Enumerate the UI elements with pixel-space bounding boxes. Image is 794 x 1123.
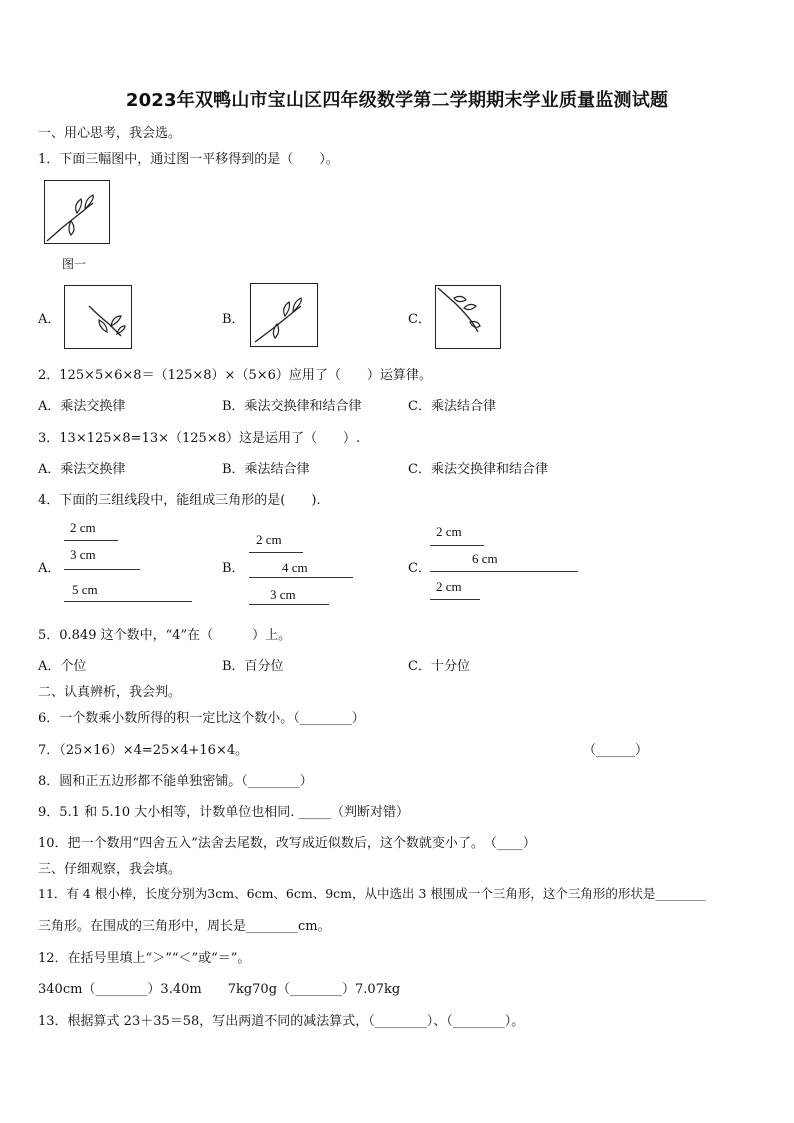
q4-a-segment-1-label: 2 cm: [70, 520, 96, 535]
q5-option-b[interactable]: B．百分位: [222, 659, 284, 674]
q4-b-segment-1-label: 2 cm: [256, 532, 282, 547]
question-11-line-2: 三角形。在围成的三角形中，周长是________cm。: [38, 919, 331, 934]
q3-option-b[interactable]: B．乘法结合律: [222, 462, 310, 477]
question-9-stem: 9．5.1 和 5.10 大小相等，计数单位也相同. _____（判断对错）: [38, 805, 410, 820]
q4-option-b-label[interactable]: B．: [222, 561, 245, 576]
question-12-stem: 12．在括号里填上“＞”“＜”或“＝”。: [38, 951, 251, 966]
question-12-items: 340cm（________）3.40m 7kg70g（________）7.07kg: [38, 982, 401, 997]
question-11-line-1: 11．有 4 根小棒，长度分别为3cm、6cm、6cm、9cm，从中选出 3 根围成一个三角形，这个三角形的形状是________: [38, 886, 706, 901]
page-title: 2023年双鸭山市宝山区四年级数学第二学期期末学业质量监测试题: [125, 90, 669, 111]
q2-option-a[interactable]: A．乘法交换律: [38, 399, 126, 414]
q1-option-c-label[interactable]: C．: [408, 312, 431, 327]
q2-option-c[interactable]: C．乘法结合律: [408, 399, 496, 414]
question-10-stem: 10．把一个数用“四舍五入”法舍去尾数，改写成近似数后，这个数就变小了。 （____）: [38, 836, 536, 851]
question-1-stem: 1．下面三幅图中，通过图一平移得到的是（ ）。: [38, 152, 339, 167]
q4-option-a-label[interactable]: A．: [38, 561, 61, 576]
question-5-stem: 5．0.849 这个数中，“4”在（ ）上。: [38, 628, 292, 643]
q4-option-c-label[interactable]: C．: [408, 561, 431, 576]
q4-a-segment-1: [64, 540, 118, 541]
question-3-stem: 3．13×125×8=13×（125×8）这是运用了（ ）.: [38, 431, 361, 446]
figure-1-image: [44, 180, 110, 244]
q4-b-segment-2-label: 4 cm: [282, 560, 308, 575]
q4-c-segment-1: [430, 545, 484, 546]
q4-c-segment-3-label: 2 cm: [436, 579, 462, 594]
q1-option-b-figure[interactable]: [250, 283, 318, 347]
question-7-answer-blank[interactable]: （______）: [583, 743, 649, 758]
q3-option-a[interactable]: A．乘法交换律: [38, 462, 126, 477]
question-13-stem: 13．根据算式 23＋35＝58，写出两道不同的减法算式，（________）、（________）。: [38, 1014, 525, 1029]
section-heading-3: 三、仔细观察，我会填。: [38, 862, 182, 877]
q4-b-segment-2: [249, 577, 353, 578]
q1-option-b-label[interactable]: B．: [222, 312, 245, 327]
question-6-stem: 6．一个数乘小数所得的积一定比这个数小。（________）: [38, 711, 365, 726]
q3-option-c[interactable]: C．乘法交换律和结合律: [408, 462, 548, 477]
q1-option-c-figure[interactable]: [435, 285, 501, 349]
q4-a-segment-3-label: 5 cm: [72, 582, 98, 597]
q5-option-a[interactable]: A．个位: [38, 659, 87, 674]
section-heading-1: 一、用心思考，我会选。: [38, 126, 182, 141]
q4-b-segment-3: [249, 604, 329, 605]
question-7-stem: 7．（25×16）×4=25×4+16×4。: [38, 743, 249, 758]
question-8-stem: 8．圆和正五边形都不能单独密铺。（________）: [38, 774, 313, 789]
question-2-stem: 2．125×5×6×8＝（125×8）×（5×6）应用了（ ）运算律。: [38, 368, 432, 383]
section-heading-2: 二、认真辨析，我会判。: [38, 685, 182, 700]
q4-c-segment-3: [430, 599, 480, 600]
q4-b-segment-1: [249, 552, 303, 553]
q1-option-a-label[interactable]: A．: [38, 312, 61, 327]
q5-option-c[interactable]: C．十分位: [408, 659, 470, 674]
q4-a-segment-3: [64, 601, 192, 602]
q4-c-segment-2: [430, 571, 578, 572]
q4-a-segment-2-label: 3 cm: [70, 547, 96, 562]
q4-c-segment-1-label: 2 cm: [436, 524, 462, 539]
figure-1-label: 图一: [62, 257, 87, 271]
q4-b-segment-3-label: 3 cm: [270, 587, 296, 602]
q4-a-segment-2: [64, 569, 140, 570]
q1-option-a-figure[interactable]: [64, 285, 132, 349]
question-4-stem: 4．下面的三组线段中，能组成三角形的是( ).: [38, 493, 321, 508]
q4-c-segment-2-label: 6 cm: [472, 551, 498, 566]
q2-option-b[interactable]: B．乘法交换律和结合律: [222, 399, 362, 414]
